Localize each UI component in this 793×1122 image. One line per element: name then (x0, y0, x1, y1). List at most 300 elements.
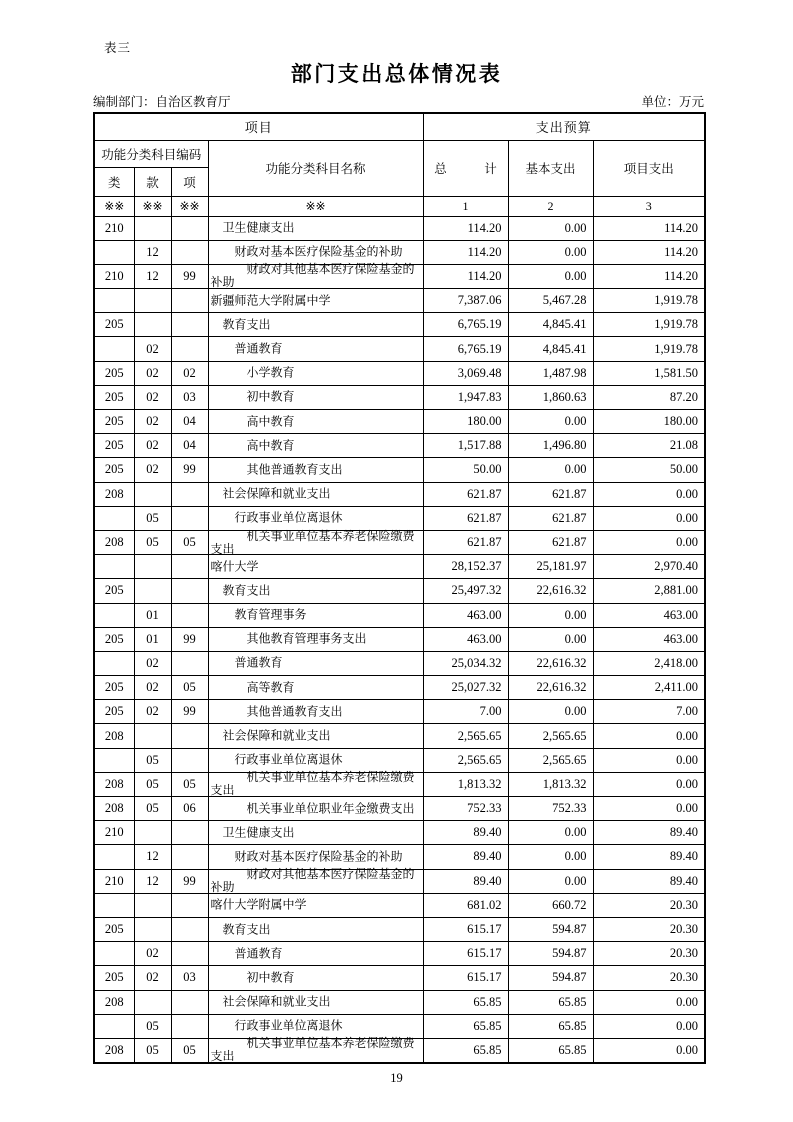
cell-category-code: 205 (94, 385, 134, 409)
cell-category-code: 205 (94, 313, 134, 337)
cell-total: 50.00 (423, 458, 508, 482)
table-row (94, 385, 705, 409)
cell-total: 89.40 (423, 845, 508, 869)
cell-basic-expenditure: 65.85 (508, 990, 593, 1014)
table-row (94, 917, 705, 941)
cell-project-expenditure: 20.30 (593, 966, 705, 990)
table-row (94, 797, 705, 821)
cell-project-expenditure: 180.00 (593, 410, 705, 434)
table-row (94, 289, 705, 313)
cell-subject-name (208, 434, 423, 458)
cell-subject-name (208, 845, 423, 869)
cell-project-expenditure: 2,411.00 (593, 676, 705, 700)
subject-name-text: 小学教育 (246, 365, 295, 380)
cell-total: 621.87 (423, 530, 508, 554)
cell-subject-name (208, 966, 423, 990)
cell-item-code (171, 748, 208, 772)
subject-name-text: 教育支出 (222, 317, 271, 332)
cell-section-code (134, 990, 171, 1014)
cell-total: 6,765.19 (423, 337, 508, 361)
cell-section-code: 01 (134, 627, 171, 651)
cell-basic-expenditure: 1,813.32 (508, 772, 593, 796)
cell-category-code: 208 (94, 530, 134, 554)
cell-basic-expenditure: 0.00 (508, 603, 593, 627)
subject-name-text: 教育管理事务 (234, 607, 307, 622)
table-row (94, 264, 705, 288)
cell-section-code: 02 (134, 361, 171, 385)
cell-project-expenditure: 0.00 (593, 748, 705, 772)
cell-project-expenditure: 2,881.00 (593, 579, 705, 603)
cell-total: 25,034.32 (423, 651, 508, 675)
cell-project-expenditure: 21.08 (593, 434, 705, 458)
cell-basic-expenditure: 0.00 (508, 458, 593, 482)
cell-subject-name (208, 603, 423, 627)
table-row (94, 1038, 705, 1062)
cell-section-code: 02 (134, 966, 171, 990)
cell-project-expenditure: 0.00 (593, 482, 705, 506)
cell-basic-expenditure: 5,467.28 (508, 289, 593, 313)
cell-subject-name (208, 458, 423, 482)
cell-category-code: 205 (94, 700, 134, 724)
table-row (94, 530, 705, 554)
cell-item-code: 99 (171, 458, 208, 482)
cell-subject-name (208, 627, 423, 651)
cell-category-code: 208 (94, 990, 134, 1014)
cell-subject-name (208, 821, 423, 845)
cell-item-code: 06 (171, 797, 208, 821)
subject-name-text: 机关事业单位基本养老保险缴费支出 (210, 770, 415, 798)
subject-name-text: 卫生健康支出 (222, 220, 295, 235)
cell-basic-expenditure: 4,845.41 (508, 313, 593, 337)
cell-section-code: 05 (134, 1014, 171, 1038)
table-row (94, 869, 705, 893)
header-budget-group: 支出预算 (423, 113, 705, 140)
cell-total: 463.00 (423, 603, 508, 627)
cell-project-expenditure: 7.00 (593, 700, 705, 724)
cell-section-code: 12 (134, 845, 171, 869)
cell-item-code: 99 (171, 264, 208, 288)
cell-project-expenditure: 1,919.78 (593, 313, 705, 337)
cell-section-code (134, 216, 171, 240)
cell-subject-name (208, 530, 423, 554)
subject-name-text: 机关事业单位基本养老保险缴费支出 (210, 528, 415, 556)
table-row (94, 651, 705, 675)
cell-subject-name (208, 482, 423, 506)
cell-category-code: 208 (94, 724, 134, 748)
header-col-lei: 类 (94, 167, 134, 196)
cell-subject-name (208, 700, 423, 724)
cell-basic-expenditure: 2,565.65 (508, 724, 593, 748)
cell-total: 6,765.19 (423, 313, 508, 337)
cell-subject-name (208, 1014, 423, 1038)
cell-subject-name (208, 216, 423, 240)
cell-section-code: 12 (134, 869, 171, 893)
cell-basic-expenditure: 594.87 (508, 917, 593, 941)
cell-item-code (171, 821, 208, 845)
cell-section-code: 02 (134, 410, 171, 434)
cell-total: 621.87 (423, 482, 508, 506)
table-row (94, 627, 705, 651)
cell-total: 89.40 (423, 869, 508, 893)
subject-name-text: 初中教育 (246, 389, 295, 404)
subject-name-text: 财政对基本医疗保险基金的补助 (234, 244, 403, 259)
cell-subject-name (208, 869, 423, 893)
cell-category-code (94, 845, 134, 869)
cell-project-expenditure: 114.20 (593, 264, 705, 288)
subject-name-text: 社会保障和就业支出 (222, 728, 331, 743)
cell-basic-expenditure: 0.00 (508, 410, 593, 434)
marker-row (94, 196, 705, 216)
marker-col-2: 2 (508, 196, 593, 216)
page-title: 部门支出总体情况表 (290, 62, 503, 86)
cell-item-code (171, 917, 208, 941)
cell-total: 3,069.48 (423, 361, 508, 385)
marker-col-3: 3 (593, 196, 705, 216)
cell-basic-expenditure: 4,845.41 (508, 337, 593, 361)
cell-basic-expenditure: 621.87 (508, 530, 593, 554)
table-number-label: 表三 (104, 41, 132, 55)
cell-category-code (94, 337, 134, 361)
cell-subject-name (208, 990, 423, 1014)
table-row (94, 555, 705, 579)
cell-item-code (171, 216, 208, 240)
cell-section-code: 01 (134, 603, 171, 627)
subject-name-text: 社会保障和就业支出 (222, 994, 331, 1009)
subject-name-text: 高中教育 (246, 414, 295, 429)
cell-category-code (94, 506, 134, 530)
compiling-dept-label: 编制部门：自治区教育厅 (93, 95, 231, 109)
header-col-basic: 基本支出 (508, 140, 593, 196)
cell-section-code: 02 (134, 458, 171, 482)
table-row (94, 361, 705, 385)
cell-item-code: 04 (171, 434, 208, 458)
cell-total: 1,947.83 (423, 385, 508, 409)
meta-row (93, 92, 704, 110)
header-group-row (94, 113, 705, 140)
cell-item-code: 99 (171, 627, 208, 651)
marker-kuan: ※※ (134, 196, 171, 216)
cell-item-code (171, 651, 208, 675)
header-item-group: 项目 (94, 113, 423, 140)
cell-total: 2,565.65 (423, 724, 508, 748)
cell-item-code (171, 337, 208, 361)
cell-section-code: 02 (134, 676, 171, 700)
table-row (94, 676, 705, 700)
cell-category-code: 205 (94, 676, 134, 700)
subject-name-text: 其他教育管理事务支出 (246, 631, 367, 646)
cell-total: 463.00 (423, 627, 508, 651)
table-row (94, 313, 705, 337)
cell-section-code: 05 (134, 797, 171, 821)
cell-item-code (171, 603, 208, 627)
cell-section-code (134, 724, 171, 748)
cell-section-code: 02 (134, 700, 171, 724)
cell-category-code: 205 (94, 434, 134, 458)
cell-project-expenditure: 20.30 (593, 893, 705, 917)
cell-basic-expenditure: 2,565.65 (508, 748, 593, 772)
table-row (94, 506, 705, 530)
cell-total: 114.20 (423, 240, 508, 264)
cell-total: 180.00 (423, 410, 508, 434)
subject-name-text: 社会保障和就业支出 (222, 486, 331, 501)
cell-item-code (171, 240, 208, 264)
cell-category-code: 208 (94, 797, 134, 821)
cell-section-code (134, 313, 171, 337)
cell-subject-name (208, 240, 423, 264)
cell-basic-expenditure: 660.72 (508, 893, 593, 917)
cell-basic-expenditure: 1,860.63 (508, 385, 593, 409)
cell-project-expenditure: 20.30 (593, 942, 705, 966)
cell-section-code: 12 (134, 240, 171, 264)
expenditure-table (93, 112, 706, 1064)
cell-basic-expenditure: 1,496.80 (508, 434, 593, 458)
cell-category-code: 205 (94, 917, 134, 941)
cell-total: 615.17 (423, 917, 508, 941)
cell-project-expenditure: 0.00 (593, 797, 705, 821)
page-number: 19 (390, 1071, 403, 1085)
table-row (94, 410, 705, 434)
cell-subject-name (208, 385, 423, 409)
cell-item-code (171, 845, 208, 869)
table-row (94, 216, 705, 240)
cell-project-expenditure: 2,970.40 (593, 555, 705, 579)
cell-basic-expenditure: 594.87 (508, 966, 593, 990)
cell-total: 1,517.88 (423, 434, 508, 458)
unit-label: 单位：万元 (641, 95, 704, 109)
cell-section-code: 05 (134, 772, 171, 796)
cell-project-expenditure: 0.00 (593, 1014, 705, 1038)
cell-subject-name (208, 1038, 423, 1062)
subject-name-text: 高等教育 (246, 680, 295, 695)
cell-total: 114.20 (423, 264, 508, 288)
cell-subject-name (208, 264, 423, 288)
header-col-subject-name: 功能分类科目名称 (208, 140, 423, 196)
cell-subject-name (208, 797, 423, 821)
cell-basic-expenditure: 0.00 (508, 821, 593, 845)
cell-category-code (94, 651, 134, 675)
cell-item-code: 99 (171, 869, 208, 893)
cell-project-expenditure: 0.00 (593, 990, 705, 1014)
cell-section-code: 05 (134, 506, 171, 530)
cell-subject-name (208, 337, 423, 361)
cell-category-code (94, 1014, 134, 1038)
cell-project-expenditure: 463.00 (593, 603, 705, 627)
cell-total: 7.00 (423, 700, 508, 724)
cell-section-code: 05 (134, 1038, 171, 1062)
cell-basic-expenditure: 0.00 (508, 627, 593, 651)
cell-category-code: 205 (94, 410, 134, 434)
marker-name: ※※ (208, 196, 423, 216)
table-row (94, 458, 705, 482)
cell-project-expenditure: 1,919.78 (593, 289, 705, 313)
cell-project-expenditure: 89.40 (593, 845, 705, 869)
subject-name-text: 卫生健康支出 (222, 825, 295, 840)
table-row (94, 700, 705, 724)
cell-item-code (171, 289, 208, 313)
table-row (94, 893, 705, 917)
cell-total: 65.85 (423, 1038, 508, 1062)
cell-basic-expenditure: 65.85 (508, 1014, 593, 1038)
cell-basic-expenditure: 22,616.32 (508, 579, 593, 603)
cell-subject-name (208, 893, 423, 917)
cell-item-code (171, 579, 208, 603)
cell-basic-expenditure: 0.00 (508, 216, 593, 240)
cell-item-code: 02 (171, 361, 208, 385)
subject-name-text: 教育支出 (222, 583, 271, 598)
cell-project-expenditure: 1,581.50 (593, 361, 705, 385)
cell-subject-name (208, 772, 423, 796)
table-body (94, 216, 705, 1063)
cell-subject-name (208, 579, 423, 603)
cell-category-code: 210 (94, 869, 134, 893)
cell-item-code (171, 313, 208, 337)
cell-project-expenditure: 0.00 (593, 1038, 705, 1062)
cell-total: 25,027.32 (423, 676, 508, 700)
subject-name-text: 其他普通教育支出 (246, 462, 343, 477)
cell-basic-expenditure: 594.87 (508, 942, 593, 966)
subject-name-text: 普通教育 (234, 341, 283, 356)
cell-section-code: 12 (134, 264, 171, 288)
cell-category-code (94, 748, 134, 772)
cell-item-code (171, 893, 208, 917)
cell-subject-name (208, 410, 423, 434)
cell-total: 1,813.32 (423, 772, 508, 796)
cell-total: 2,565.65 (423, 748, 508, 772)
table-row (94, 942, 705, 966)
cell-project-expenditure: 0.00 (593, 506, 705, 530)
table-row (94, 845, 705, 869)
subject-name-text: 其他普通教育支出 (246, 704, 343, 719)
cell-subject-name (208, 555, 423, 579)
cell-section-code: 02 (134, 434, 171, 458)
cell-basic-expenditure: 25,181.97 (508, 555, 593, 579)
header-col-total: 总 计 (423, 140, 508, 196)
cell-total: 615.17 (423, 942, 508, 966)
cell-section-code (134, 579, 171, 603)
cell-total: 65.85 (423, 990, 508, 1014)
table-row (94, 966, 705, 990)
cell-category-code: 205 (94, 966, 134, 990)
cell-item-code: 05 (171, 1038, 208, 1062)
subject-name-text: 高中教育 (246, 438, 295, 453)
cell-subject-name (208, 748, 423, 772)
cell-basic-expenditure: 0.00 (508, 869, 593, 893)
cell-item-code (171, 555, 208, 579)
subject-name-text: 机关事业单位基本养老保险缴费支出 (210, 1036, 415, 1064)
cell-subject-name (208, 361, 423, 385)
cell-section-code (134, 917, 171, 941)
cell-basic-expenditure: 752.33 (508, 797, 593, 821)
cell-project-expenditure: 2,418.00 (593, 651, 705, 675)
cell-item-code: 04 (171, 410, 208, 434)
cell-category-code (94, 893, 134, 917)
marker-col-1: 1 (423, 196, 508, 216)
cell-subject-name (208, 313, 423, 337)
cell-project-expenditure: 463.00 (593, 627, 705, 651)
cell-category-code (94, 555, 134, 579)
subject-name-text: 行政事业单位离退休 (234, 510, 343, 525)
cell-basic-expenditure: 22,616.32 (508, 651, 593, 675)
cell-project-expenditure: 114.20 (593, 216, 705, 240)
cell-category-code (94, 942, 134, 966)
cell-item-code: 05 (171, 772, 208, 796)
cell-item-code (171, 506, 208, 530)
cell-item-code (171, 1014, 208, 1038)
cell-subject-name (208, 651, 423, 675)
cell-total: 681.02 (423, 893, 508, 917)
subject-name-text: 初中教育 (246, 970, 295, 985)
subject-name-text: 普通教育 (234, 655, 283, 670)
cell-category-code: 205 (94, 361, 134, 385)
cell-total: 28,152.37 (423, 555, 508, 579)
subject-name-text: 教育支出 (222, 922, 271, 937)
cell-section-code: 02 (134, 651, 171, 675)
table-row (94, 821, 705, 845)
table-row (94, 748, 705, 772)
subject-name-text: 财政对其他基本医疗保险基金的补助 (210, 867, 415, 895)
cell-category-code: 205 (94, 579, 134, 603)
cell-section-code (134, 821, 171, 845)
cell-total: 621.87 (423, 506, 508, 530)
cell-basic-expenditure: 1,487.98 (508, 361, 593, 385)
table-row (94, 772, 705, 796)
cell-item-code (171, 482, 208, 506)
cell-project-expenditure: 89.40 (593, 821, 705, 845)
header-col-project: 项目支出 (593, 140, 705, 196)
cell-project-expenditure: 87.20 (593, 385, 705, 409)
cell-section-code (134, 555, 171, 579)
cell-category-code: 208 (94, 1038, 134, 1062)
subject-name-text: 财政对基本医疗保险基金的补助 (234, 849, 403, 864)
cell-category-code (94, 289, 134, 313)
marker-xiang: ※※ (171, 196, 208, 216)
cell-subject-name (208, 942, 423, 966)
cell-item-code (171, 942, 208, 966)
cell-total: 65.85 (423, 1014, 508, 1038)
subject-name-text: 行政事业单位离退休 (234, 752, 343, 767)
cell-basic-expenditure: 0.00 (508, 240, 593, 264)
table-row (94, 434, 705, 458)
table-row (94, 240, 705, 264)
cell-section-code: 05 (134, 748, 171, 772)
cell-subject-name (208, 917, 423, 941)
cell-item-code: 03 (171, 966, 208, 990)
table-row (94, 1014, 705, 1038)
table-row (94, 482, 705, 506)
subject-name-text: 新疆师范大学附属中学 (210, 293, 331, 308)
cell-basic-expenditure: 22,616.32 (508, 676, 593, 700)
cell-total: 7,387.06 (423, 289, 508, 313)
cell-subject-name (208, 676, 423, 700)
table-row (94, 579, 705, 603)
table-row (94, 337, 705, 361)
cell-total: 752.33 (423, 797, 508, 821)
subject-name-text: 行政事业单位离退休 (234, 1018, 343, 1033)
cell-basic-expenditure: 65.85 (508, 1038, 593, 1062)
cell-basic-expenditure: 0.00 (508, 264, 593, 288)
table-row (94, 603, 705, 627)
cell-basic-expenditure: 0.00 (508, 700, 593, 724)
cell-section-code: 02 (134, 337, 171, 361)
cell-item-code: 99 (171, 700, 208, 724)
cell-project-expenditure: 89.40 (593, 869, 705, 893)
cell-project-expenditure: 50.00 (593, 458, 705, 482)
cell-item-code: 05 (171, 530, 208, 554)
cell-subject-name (208, 724, 423, 748)
header-subgroup-row (94, 140, 705, 167)
cell-basic-expenditure: 621.87 (508, 506, 593, 530)
cell-project-expenditure: 1,919.78 (593, 337, 705, 361)
